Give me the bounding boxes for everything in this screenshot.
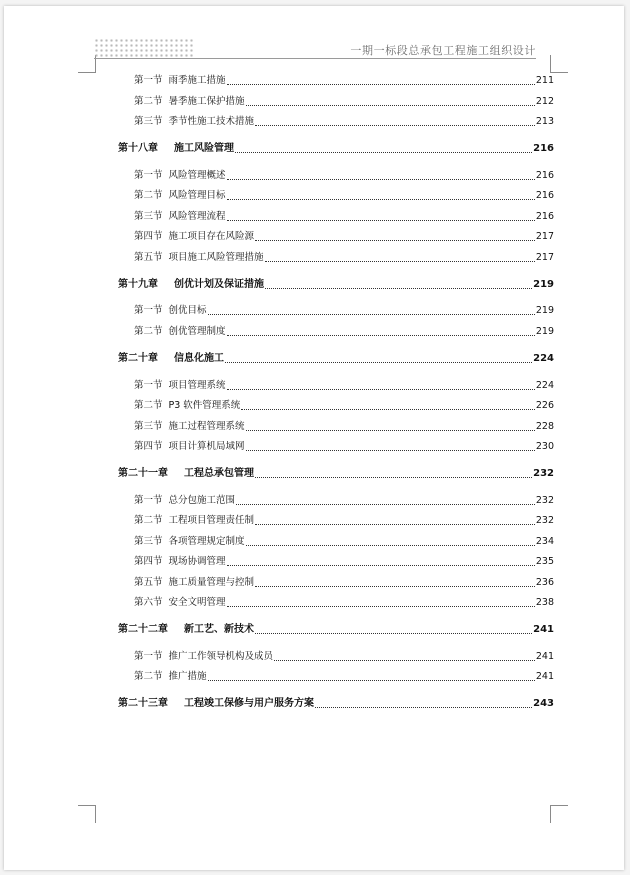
toc-entry-number: 第一节	[134, 75, 163, 86]
toc-entry-title: 项目管理系统	[168, 380, 226, 391]
toc-entry-title: 风险管理目标	[168, 190, 226, 201]
toc-dot-leader	[235, 152, 532, 153]
toc-entry-title: 暑季施工保护措施	[168, 96, 245, 107]
toc-dot-leader	[246, 450, 535, 451]
toc-entry-number: 第二节	[134, 96, 163, 107]
toc-entry-title: 施工质量管理与控制	[168, 577, 255, 588]
toc-entry-title: 总分包施工范围	[168, 495, 236, 506]
toc-dot-leader	[241, 409, 535, 410]
toc-dot-leader	[265, 288, 532, 289]
toc-dot-leader	[255, 477, 532, 478]
toc-entry-title: 推广工作领导机构及成员	[168, 651, 274, 662]
toc-entry-number: 第十八章	[118, 143, 158, 154]
toc-entry-page: 224	[535, 380, 554, 391]
toc-chapter-entry[interactable]	[118, 698, 554, 710]
toc-dot-leader	[208, 314, 535, 315]
toc-section-entry[interactable]	[134, 252, 554, 264]
toc-entry-title: P3 软件管理系统	[168, 400, 241, 411]
toc-dot-leader	[227, 335, 535, 336]
toc-section-entry[interactable]	[134, 536, 554, 548]
toc-section-entry[interactable]	[134, 577, 554, 589]
toc-entry-page: 224	[533, 353, 554, 364]
toc-entry-page: 236	[535, 577, 554, 588]
toc-dot-leader	[255, 240, 535, 241]
toc-entry-page: 216	[533, 143, 554, 154]
toc-entry-number: 第一节	[134, 380, 163, 391]
toc-section-entry[interactable]	[134, 75, 554, 87]
toc-entry-page: 241	[533, 624, 554, 635]
toc-section-entry[interactable]	[134, 170, 554, 182]
toc-dot-leader	[236, 504, 535, 505]
toc-entry-number: 第一节	[134, 170, 163, 181]
toc-entry-title: 创优目标	[168, 305, 207, 316]
toc-dot-leader	[246, 545, 535, 546]
toc-dot-leader	[227, 220, 535, 221]
toc-entry-number: 第二十一章	[118, 468, 168, 479]
toc-dot-leader	[227, 606, 535, 607]
toc-entry-title: 各项管理规定制度	[168, 536, 245, 547]
toc-section-entry[interactable]	[134, 211, 554, 223]
toc-entry-title: 施工项目存在风险源	[168, 231, 255, 242]
toc-dot-leader	[227, 199, 535, 200]
toc-entry-page: 243	[533, 698, 554, 709]
toc-entry-number: 第三节	[134, 211, 163, 222]
toc-entry-page: 241	[535, 671, 554, 682]
toc-dot-leader	[227, 84, 535, 85]
toc-dot-leader	[255, 633, 532, 634]
toc-dot-leader	[255, 524, 535, 525]
toc-dot-leader	[265, 261, 535, 262]
toc-dot-leader	[315, 707, 532, 708]
toc-section-entry[interactable]	[134, 515, 554, 527]
toc-entry-number: 第五节	[134, 252, 163, 263]
header-title: 一期一标段总承包工程施工组织设计	[350, 44, 536, 57]
toc-chapter-entry[interactable]	[118, 468, 554, 480]
toc-dot-leader	[227, 179, 535, 180]
toc-entry-title: 项目计算机局域网	[168, 441, 245, 452]
toc-entry-number: 第二十二章	[118, 624, 168, 635]
toc-entry-title: 推广措施	[168, 671, 207, 682]
toc-section-entry[interactable]	[134, 400, 554, 412]
toc-entry-page: 235	[535, 556, 554, 567]
toc-entry-page: 216	[535, 170, 554, 181]
toc-entry-number: 第一节	[134, 651, 163, 662]
toc-entry-title: 创优管理制度	[168, 326, 226, 337]
toc-section-entry[interactable]	[134, 441, 554, 453]
toc-entry-title: 工程总承包管理	[184, 468, 254, 479]
toc-entry-number: 第二节	[134, 400, 163, 411]
toc-entry-number: 第四节	[134, 441, 163, 452]
toc-entry-page: 230	[535, 441, 554, 452]
toc-entry-number: 第三节	[134, 116, 163, 127]
toc-chapter-entry[interactable]	[118, 279, 554, 291]
toc-entry-number: 第四节	[134, 556, 163, 567]
toc-entry-title: 项目施工风险管理措施	[168, 252, 264, 263]
toc-entry-page: 241	[535, 651, 554, 662]
toc-entry-page: 232	[535, 515, 554, 526]
toc-section-entry[interactable]	[134, 651, 554, 663]
toc-entry-title: 现场协调管理	[168, 556, 226, 567]
toc-entry-title: 季节性施工技术措施	[168, 116, 255, 127]
toc-dot-leader	[274, 660, 535, 661]
toc-entry-title: 施工风险管理	[174, 143, 234, 154]
toc-section-entry[interactable]	[134, 671, 554, 683]
toc-entry-page: 226	[535, 400, 554, 411]
toc-entry-number: 第四节	[134, 231, 163, 242]
toc-dot-leader	[246, 430, 535, 431]
toc-entry-number: 第二节	[134, 326, 163, 337]
toc-section-entry[interactable]	[134, 305, 554, 317]
toc-entry-page: 216	[535, 211, 554, 222]
toc-dot-leader	[227, 389, 535, 390]
toc-entry-title: 信息化施工	[174, 353, 224, 364]
toc-entry-number: 第一节	[134, 495, 163, 506]
toc-entry-page: 216	[535, 190, 554, 201]
toc-entry-page: 217	[535, 252, 554, 263]
toc-entry-number: 第二节	[134, 190, 163, 201]
toc-section-entry[interactable]	[134, 380, 554, 392]
toc-entry-title: 工程项目管理责任制	[168, 515, 255, 526]
toc-entry-page: 238	[535, 597, 554, 608]
toc-entry-page: 217	[535, 231, 554, 242]
toc-entry-number: 第三节	[134, 536, 163, 547]
toc-section-entry[interactable]	[134, 326, 554, 338]
toc-dot-leader	[225, 362, 532, 363]
toc-entry-title: 施工过程管理系统	[168, 421, 245, 432]
toc-entry-page: 219	[533, 279, 554, 290]
toc-section-entry[interactable]	[134, 231, 554, 243]
toc-entry-page: 212	[535, 96, 554, 107]
toc-dot-leader	[246, 105, 535, 106]
toc-entry-title: 风险管理概述	[168, 170, 226, 181]
toc-entry-title: 新工艺、新技术	[184, 624, 254, 635]
toc-entry-number: 第二十三章	[118, 698, 168, 709]
toc-entry-page: 219	[535, 305, 554, 316]
toc-entry-page: 232	[535, 495, 554, 506]
toc-entry-title: 雨季施工措施	[168, 75, 226, 86]
toc-dot-leader	[227, 565, 535, 566]
toc-dot-leader	[255, 586, 535, 587]
toc-entry-title: 风险管理流程	[168, 211, 226, 222]
toc-section-entry[interactable]	[134, 96, 554, 108]
toc-chapter-entry[interactable]	[118, 624, 554, 636]
toc-entry-title: 创优计划及保证措施	[174, 279, 264, 290]
toc-entry-number: 第三节	[134, 421, 163, 432]
toc-entry-title: 工程竣工保修与用户服务方案	[184, 698, 314, 709]
toc-dot-leader	[255, 125, 535, 126]
toc-entry-number: 第二十章	[118, 353, 158, 364]
toc-chapter-entry[interactable]	[118, 143, 554, 155]
toc-section-entry[interactable]	[134, 116, 554, 128]
toc-entry-number: 第十九章	[118, 279, 158, 290]
toc-entry-page: 211	[535, 75, 554, 86]
toc-entry-title: 安全文明管理	[168, 597, 226, 608]
toc-entry-number: 第一节	[134, 305, 163, 316]
toc-section-entry[interactable]	[134, 190, 554, 202]
toc-entry-page: 234	[535, 536, 554, 547]
toc-entry-number: 第五节	[134, 577, 163, 588]
toc-section-entry[interactable]	[134, 495, 554, 507]
toc-entry-number: 第六节	[134, 597, 163, 608]
toc-entry-number: 第二节	[134, 671, 163, 682]
toc-entry-page: 213	[535, 116, 554, 127]
toc-entry-page: 232	[533, 468, 554, 479]
toc-section-entry[interactable]	[134, 556, 554, 568]
toc-entry-number: 第二节	[134, 515, 163, 526]
toc-section-entry[interactable]	[134, 597, 554, 609]
toc-entry-page: 219	[535, 326, 554, 337]
toc-chapter-entry[interactable]	[118, 353, 554, 365]
toc-dot-leader	[208, 680, 535, 681]
toc-section-entry[interactable]	[134, 421, 554, 433]
toc-entry-page: 228	[535, 421, 554, 432]
